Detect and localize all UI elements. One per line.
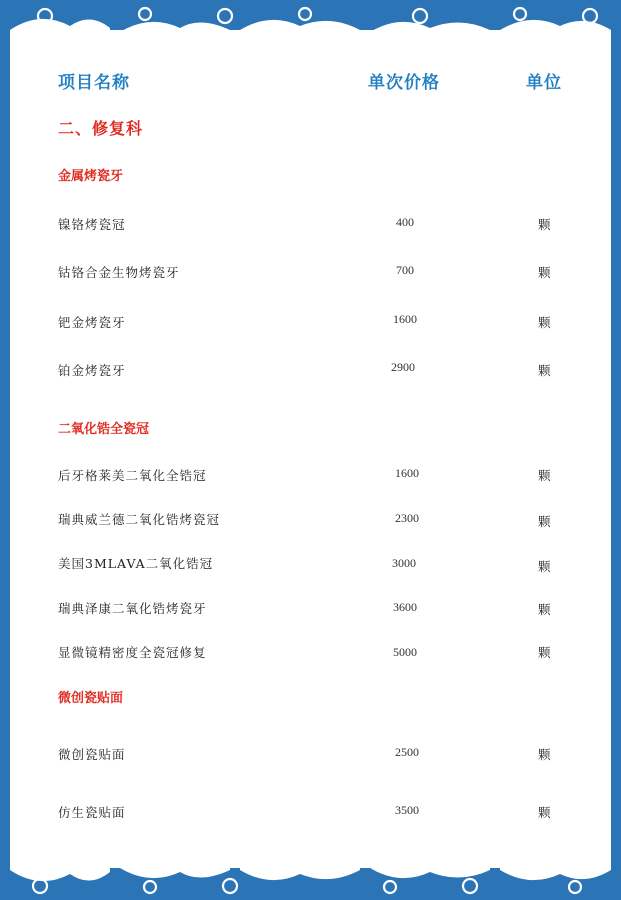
item-unit: 颗 [538,747,551,762]
item-name: 后牙格莱美二氧化全锆冠 [58,468,207,483]
item-price: 1600 [393,312,417,326]
item-unit: 颗 [538,514,551,529]
header-unit: 单位 [526,73,562,93]
item-price: 3600 [393,600,417,614]
item-unit: 颗 [538,559,551,574]
item-price: 2900 [391,360,415,374]
item-unit: 颗 [538,645,551,660]
item-unit: 颗 [538,468,551,483]
right-border [611,0,621,900]
item-name: 镍铬烤瓷冠 [58,217,126,232]
item-name: 瑞典泽康二氧化锆烤瓷牙 [58,601,207,616]
item-name: 美国3MLAVA二氧化锆冠 [58,556,214,571]
item-unit: 颗 [538,805,551,820]
item-name: 仿生瓷贴面 [58,805,126,820]
item-name: 钴铬合金生物烤瓷牙 [58,265,180,280]
item-price: 3500 [395,803,419,817]
item-price: 3000 [392,556,416,570]
item-unit: 颗 [538,265,551,280]
header-item-name: 项目名称 [58,73,130,93]
item-price: 2500 [395,745,419,759]
item-name: 瑞典威兰德二氧化锆烤瓷冠 [58,512,221,527]
item-unit: 颗 [538,363,551,378]
cloud-pattern-top [0,0,621,40]
item-unit: 颗 [538,217,551,232]
category-title: 微创瓷贴面 [58,691,124,706]
item-name: 钯金烤瓷牙 [58,315,126,330]
item-name: 微创瓷贴面 [58,747,126,762]
item-unit: 颗 [538,315,551,330]
item-price: 400 [396,215,414,229]
item-price: 5000 [393,645,417,659]
category-title: 二氧化锆全瓷冠 [58,422,150,437]
left-border [0,0,10,900]
item-price: 1600 [395,466,419,480]
item-name: 显微镜精密度全瓷冠修复 [58,645,207,660]
item-price: 2300 [395,511,419,525]
item-price: 700 [396,263,414,277]
category-title: 金属烤瓷牙 [58,169,124,184]
item-unit: 颗 [538,602,551,617]
section-title: 二、修复科 [58,119,144,138]
item-name: 铂金烤瓷牙 [58,363,126,378]
cloud-pattern-bottom [0,860,621,900]
header-price: 单次价格 [368,73,440,93]
page-number: 5 [296,862,302,876]
